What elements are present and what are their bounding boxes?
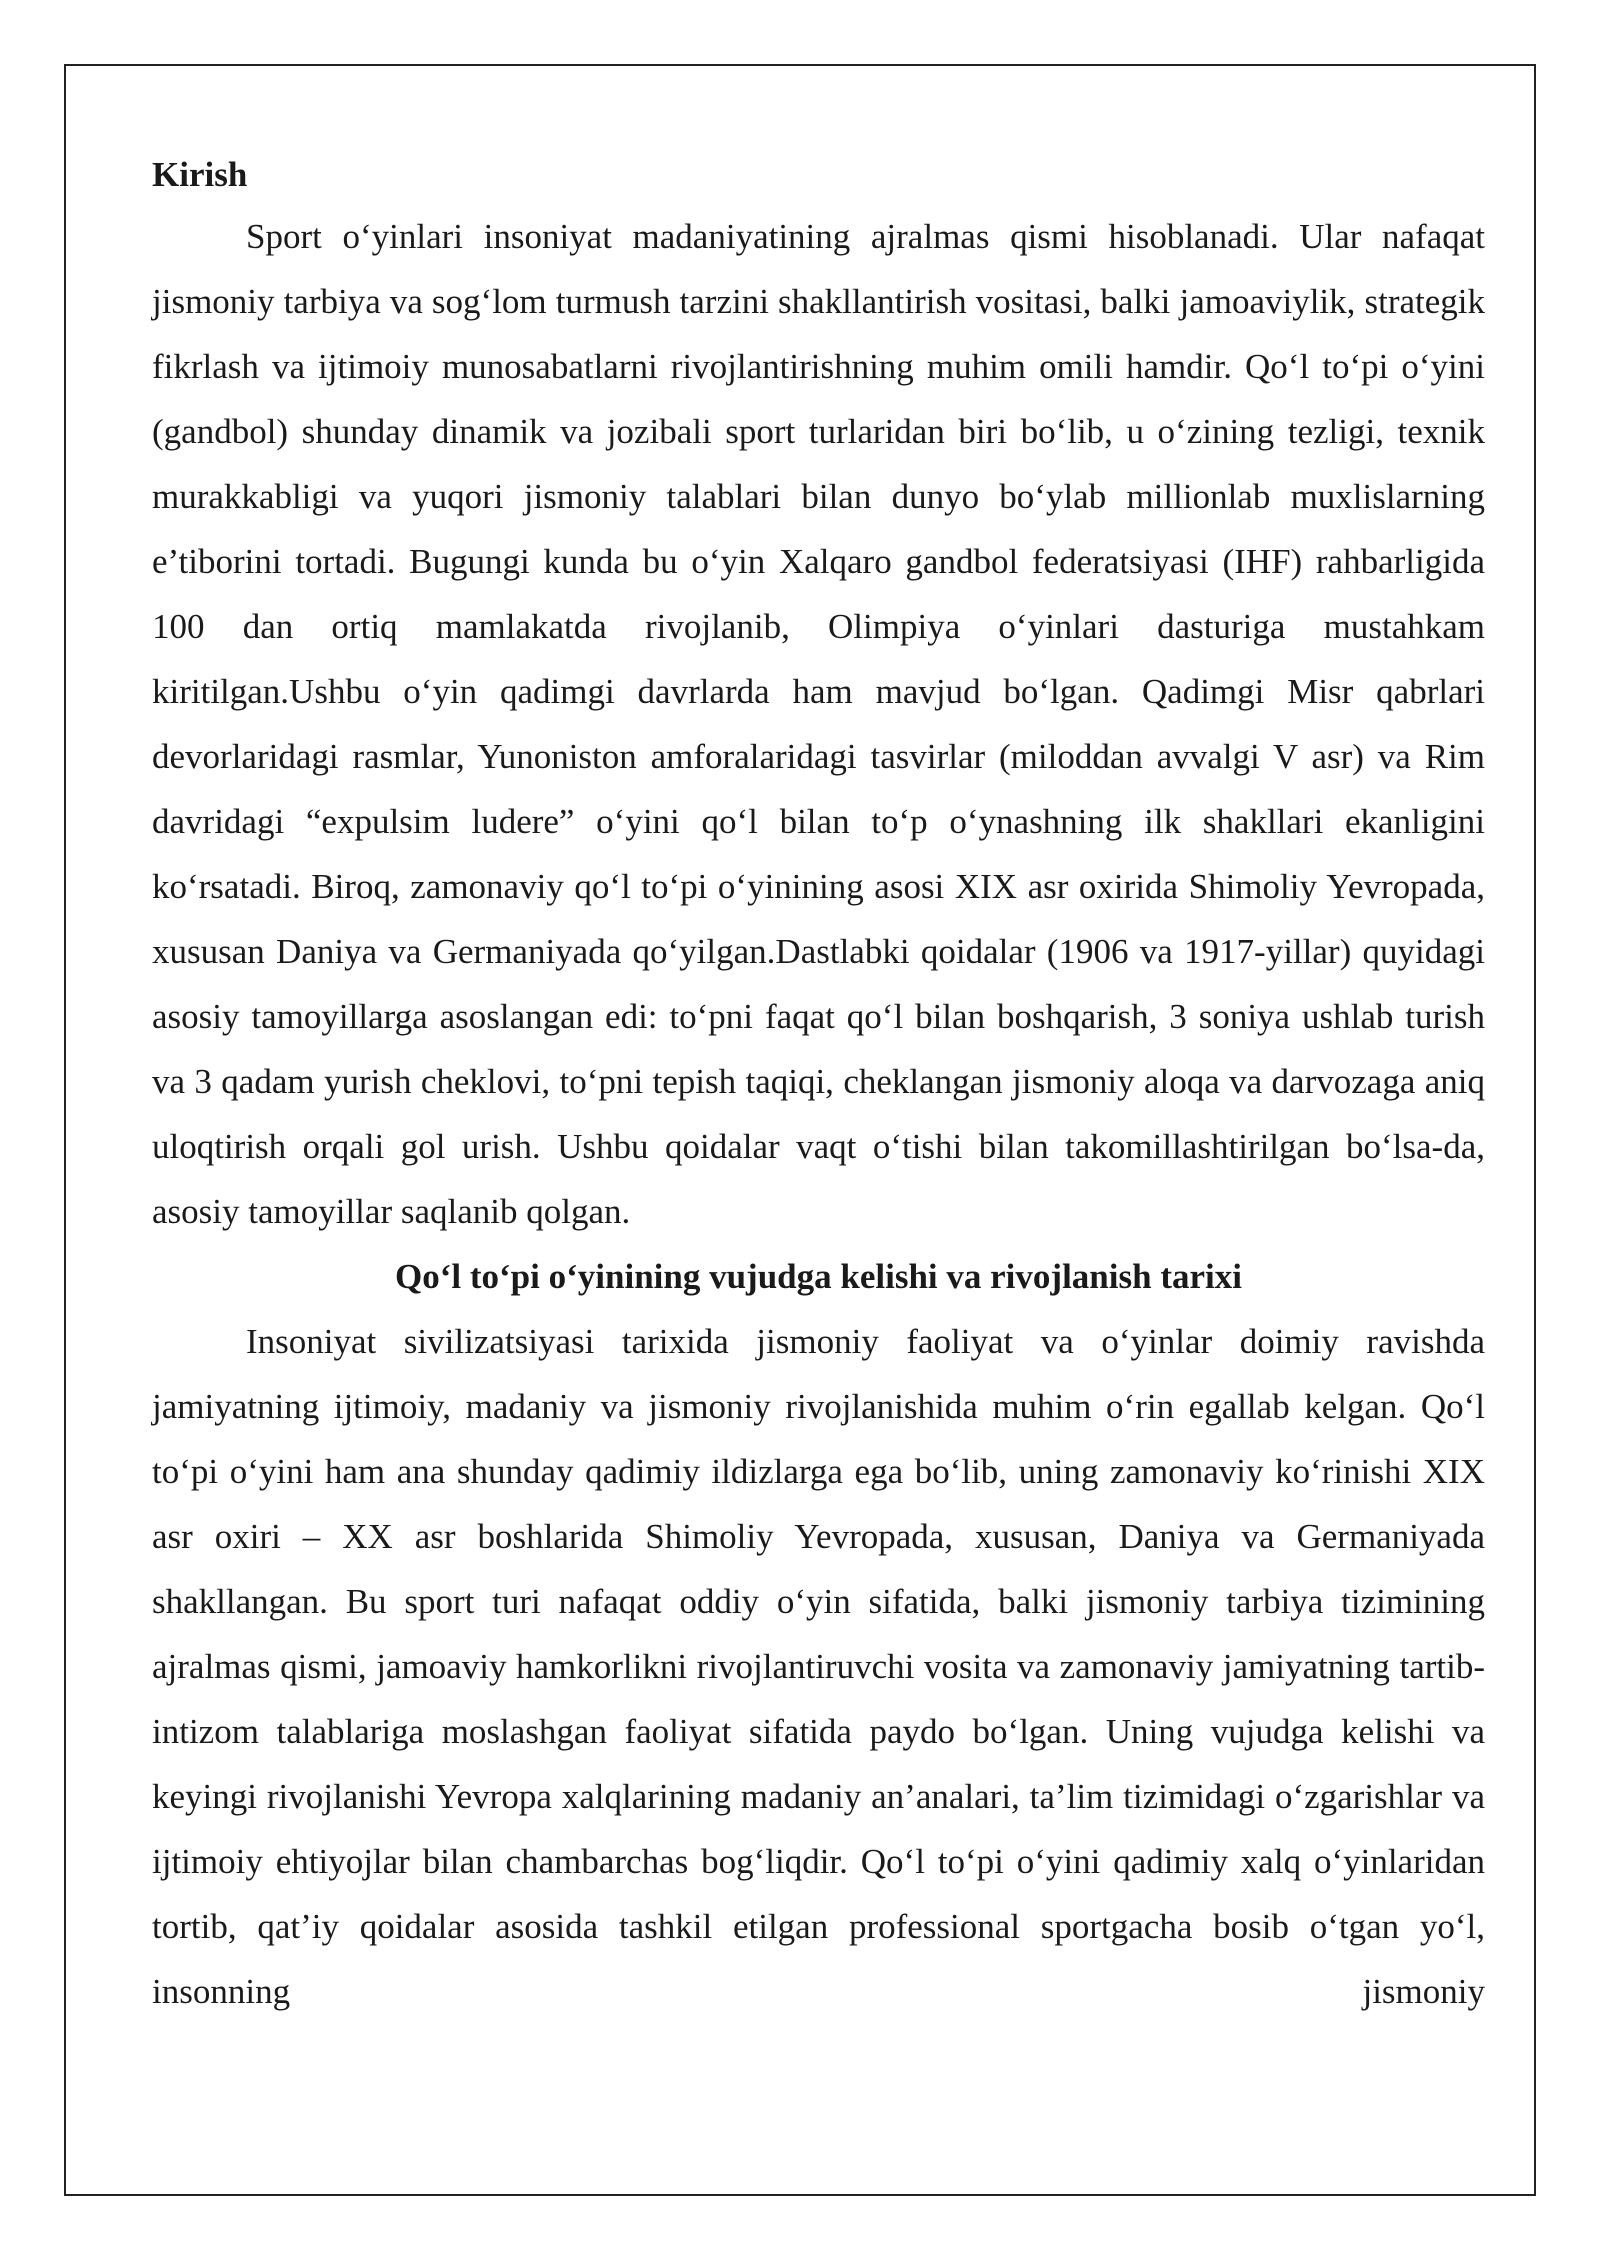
document-body — [152, 146, 1485, 2024]
section-heading-kirish: Kirish — [152, 155, 248, 194]
body-paragraph-intro: Sport o‘yinlari insoniyat madaniyatining ajralmas qismi hisoblanadi. Ular nafaqat jismoniy tarbiya va sog‘lom turmush tarzini shakllantirish vositasi, balki jamoaviylik, strategik fikrlash va ijtimoiy munosabatlarni rivojlantirishning muhim omili hamdir. Qo‘l to‘pi o‘yini (gandbol) shunday dinamik va jozibali sport turlaridan biri bo‘lib, u o‘zining tezligi, texnik murakkabligi va yuqori jismoniy talablari bilan dunyo bo‘ylab millionlab muxlislarning e’tiborini tortadi. Bugungi kunda bu o‘yin Xalqaro gandbol federatsiyasi (IHF) rahbarligida 100 dan ortiq mamlakatda rivojlanib, Olimpiya o‘yinlari dasturiga mustahkam kiritilgan.Ushbu o‘yin qadimgi davrlarda ham mavjud bo‘lgan. Qadimgi Misr qabrlari devorlaridagi rasmlar, Yunoniston amforalaridagi tasvirlar (miloddan avvalgi V asr) va Rim davridagi “expulsim ludere” o‘yini qo‘l bilan to‘p o‘ynashning ilk shakllari ekanligini ko‘rsatadi. Biroq, zamonaviy qo‘l to‘pi o‘yinining asosi XIX asr oxirida Shimoliy Yevropada, xususan Daniya va Germaniyada qo‘yilgan.Dastlabki qoidalar (1906 va 1917-yillar) quyidagi asosiy tamoyillarga asoslangan edi: to‘pni faqat qo‘l bilan boshqarish, 3 soniya ushlab turish va 3 qadam yurish cheklovi, to‘pni tepish taqiqi, cheklangan jismoniy aloqa va darvozaga aniq uloqtirish orqali gol urish. Ushbu qoidalar vaqt o‘tishi bilan takomillashtirilgan bo‘lsa-da, asosiy tamoyillar saqlanib qolgan. — [152, 217, 1485, 1231]
body-paragraph-history: Insoniyat sivilizatsiyasi tarixida jismoniy faoliyat va o‘yinlar doimiy ravishda jamiyatning ijtimoiy, madaniy va jismoniy rivojlanishida muhim o‘rin egallab kelgan. Qo‘l to‘pi o‘yini ham ana shunday qadimiy ildizlarga ega bo‘lib, uning zamonaviy ko‘rinishi XIX asr oxiri – XX asr boshlarida Shimoliy Yevropada, xususan, Daniya va Germaniyada shakllangan. Bu sport turi nafaqat oddiy o‘yin sifatida, balki jismoniy tarbiya tizimining ajralmas qismi, jamoaviy hamkorlikni rivojlantiruvchi vosita va zamonaviy jamiyatning tartib-intizom talablariga moslashgan faoliyat sifatida paydo bo‘lgan. Uning vujudga kelishi va keyingi rivojlanishi Yevropa xalqlarining madaniy an’analari, ta’lim tizimidagi o‘zgarishlar va ijtimoiy ehtiyojlar bilan chambarchas bog‘liqdir. Qo‘l to‘pi o‘yini qadimiy xalq o‘yinlaridan tortib, qat’iy qoidalar asosida tashkil etilgan professional sportgacha bosib o‘tgan yo‘l, insonning jismoniy — [152, 1322, 1485, 2011]
section-heading-history: Qo‘l to‘pi o‘yinining vujudga kelishi va rivojlanish tarixi — [395, 1257, 1242, 1296]
